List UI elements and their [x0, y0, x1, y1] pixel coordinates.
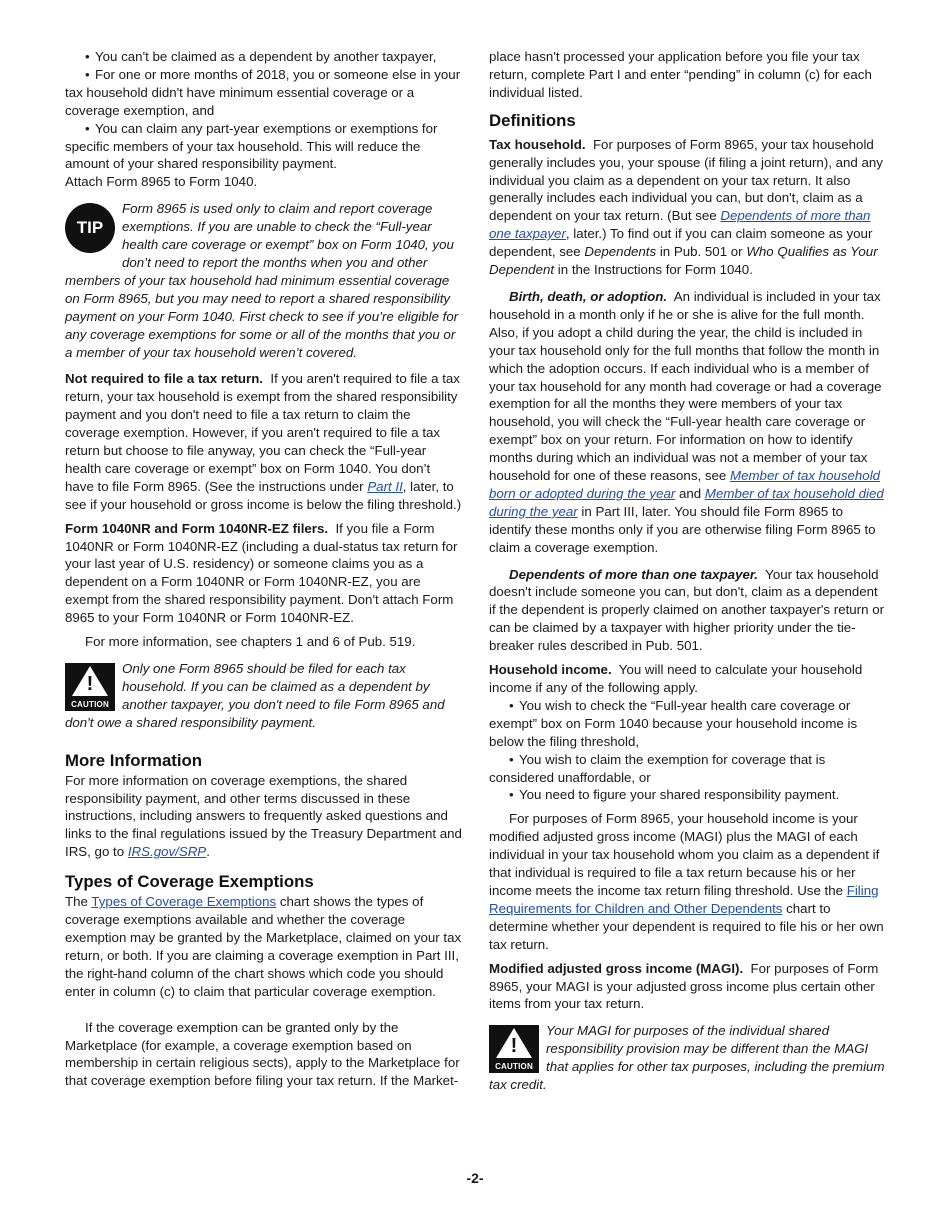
tip-box — [65, 200, 462, 361]
bullet-item: • You wish to check the “Full-year health care coverage or exempt” box on Form 1040 because your household income is below the filing threshold, — [489, 697, 858, 749]
more-information-heading: More Information — [65, 750, 203, 770]
bullet-item: • You can claim any part-year exemptions or exemptions for specific members of your tax household. This will reduce the amount of your shared responsibility payment. — [65, 120, 438, 172]
tip-text: Form 8965 is used only to claim and report coverage exemptions. If you are unable to check the “Full-year health care coverage or exempt” box on Form 1040, you don’t need to report the months when you and other members of your tax household had minimum essential coverage on Form 8965, but you may need to report a shared responsibility payment on your Form 1040. First check to see if you’re eligible for any coverage exemptions for some or all of the months that you or a member of your tax household weren’t covered. — [65, 201, 459, 360]
types-paragraph: The Types of Coverage Exemptions chart shows the types of coverage exemptions available and whether the coverage exemption may be granted by the Marketplace, claimed on your tax return, or both. If you are claiming a coverage exemption in Part III, the right-hand column of the chart shows which code you should enter in column (c) to claim that particular coverage exemption. — [65, 894, 462, 999]
born-adopted-link[interactable]: Member of tax household born or adopted during the year — [489, 468, 881, 501]
bullet-item: • You can't be claimed as a dependent by another taxpayer, — [85, 49, 437, 64]
caution-icon: ! CAUTION — [489, 1025, 539, 1073]
bullet-icon: • — [509, 751, 514, 767]
continued-paragraph: place hasn't processed your application before you file your tax return, complete Part I and enter “pending” in column (c) for each individual listed. — [489, 49, 872, 100]
tip-icon: TIP — [65, 203, 115, 253]
caution-text: Your MAGI for purposes of the individual shared responsibility provision may be different than the MAGI that applies for other tax purposes, including the premium tax credit. — [489, 1023, 885, 1093]
types-heading: Types of Coverage Exemptions — [65, 872, 314, 892]
part-ii-link[interactable]: Part II — [367, 478, 403, 494]
dependents-paragraph: Dependents of more than one taxpayer. Your tax household doesn't include someone you can, but don't, claim as a dependent if the dependent is properly claimed on another taxpayer's return or can be claimed by a taxpayer with higher priority under the tie-breaker rules described in Pub. 501. — [489, 566, 885, 654]
bullet-icon: • — [509, 697, 514, 713]
caution-icon: ! CAUTION — [65, 663, 115, 711]
household-income-paragraph: Household income. You will need to calculate your household income if any of the following apply. — [489, 662, 863, 695]
caution-box — [489, 1022, 886, 1094]
bullet-icon: • — [85, 66, 90, 82]
bullet-item: • You wish to claim the exemption for coverage that is considered unaffordable, or — [489, 751, 826, 785]
types-chart-link[interactable]: Types of Coverage Exemptions — [91, 894, 277, 910]
irs-srp-link[interactable]: IRS.gov/SRP — [127, 844, 207, 860]
page-number: -2- — [466, 1170, 484, 1186]
bullet-item: • For one or more months of 2018, you or someone else in your tax household didn't have minimum essential coverage or a coverage exemption, and — [65, 66, 461, 118]
definitions-heading: Definitions — [489, 110, 576, 130]
more-information-paragraph: For more information on coverage exemptions, the shared responsibility payment, and other terms discussed in these instructions, including answers to frequently asked questions and links to the final regulations issued by the Treasury Department and IRS, go to IRS.gov/SRP. — [65, 772, 462, 860]
pub-519-note: For more information, see chapters 1 and 6 of Pub. 519. — [85, 634, 416, 650]
not-required-paragraph: Not required to file a tax return. If you aren't required to file a tax return, your tax household is exempt from the shared responsibility payment and you don't need to file a tax return to claim the coverage exemption. However, if you aren't required to file a tax return but choose to file anyway, you can check the “Full-year health care coverage or exempt” box on Form 1040. You don’t have to file Form 8965. (See the instructions under Part II, later, to see if your household or gross income is below the filing threshold.) — [65, 371, 462, 512]
bullet-icon: • — [85, 120, 90, 136]
magi-paragraph: Modified adjusted gross income (MAGI). For purposes of Form 8965, your MAGI is your adjusted gross income plus certain other items from your tax return. — [489, 960, 879, 1012]
marketplace-paragraph: If the coverage exemption can be granted only by the Marketplace (for example, a coverage exemption based on membership in certain religious sects), apply to the Marketplace for that coverage exemption before filing your tax return. If the Market- — [65, 1019, 460, 1089]
form-1040nr-paragraph: Form 1040NR and Form 1040NR-EZ filers. If you file a Form 1040NR or Form 1040NR-EZ (including a dual-status tax return for your last year of U.S. residency) or someone claims you as a dependent on a Form 1040NR or Form 1040NR-EZ, you are exempt from the shared responsibility payment. Don't attach Form 8965 to your Form 1040NR or Form 1040NR-EZ. — [65, 520, 458, 626]
bullet-item: • You need to figure your shared responsibility payment. — [509, 787, 840, 803]
right-column — [489, 48, 886, 1094]
left-column — [65, 48, 462, 1090]
caution-text: Only one Form 8965 should be filed for each tax household. If you can be claimed as a dependent by another taxpayer, you don't need to file Form 8965 and don't owe a shared responsibility payment. — [65, 661, 445, 730]
bullet-icon: • — [85, 49, 90, 64]
tax-household-paragraph: Tax household. For purposes of Form 8965, your tax household generally includes you, your spouse (if filing a joint return), and any individual you claim as a dependent on your tax return. It also generally includes each individual you can, but don't, claim as a dependent on your tax return. (But see Dependents of more than one taxpayer, later.) To find out if you can claim someone as your dependent, see Dependents in Pub. 501 or Who Qualifies as Your Dependent in the Instructions for Form 1040. — [489, 136, 883, 278]
filing-requirements-link[interactable]: Filing Requirements for Children and Other Dependents — [489, 882, 879, 916]
household-income-detail: For purposes of Form 8965, your household income is your modified adjusted gross income (MAGI) plus the MAGI of each individual in your tax household whom you claim as a dependent if that individual is required to file a tax return because his or her income meets the income tax return filing threshold. Use the Filing Requirements for Children and Other Dependents chart to determine whether your dependent is required to file his or her own tax return. — [489, 811, 884, 952]
attach-note: Attach Form 8965 to Form 1040. — [65, 174, 258, 190]
caution-box — [65, 660, 462, 732]
died-link[interactable]: Member of tax household died during the year — [489, 485, 884, 519]
dependents-link[interactable]: Dependents of more than one taxpayer — [489, 208, 871, 242]
birth-death-adoption-paragraph: Birth, death, or adoption. An individual is included in your tax household in a month only if he or she is alive for the full month. Also, if you adopt a child during the year, the child is included in your tax household only for the full months that follow the month in which the adoption occurs. If each individual who is a member of your tax household for any month had coverage or had a coverage exemption for all the months they were members of your tax household, you will check the “Full-year health care coverage or exempt” box on your return. For information on how to identify months during which an individual was not a member of your tax household for one of these reasons, see Member of tax household born or adopted during the year and Member of tax household died during the year in Part III, later. You should file Form 8965 to identify these months only if you are otherwise filing Form 8965 to claim a coverage exemption. — [489, 288, 884, 555]
bullet-icon: • — [509, 787, 514, 803]
